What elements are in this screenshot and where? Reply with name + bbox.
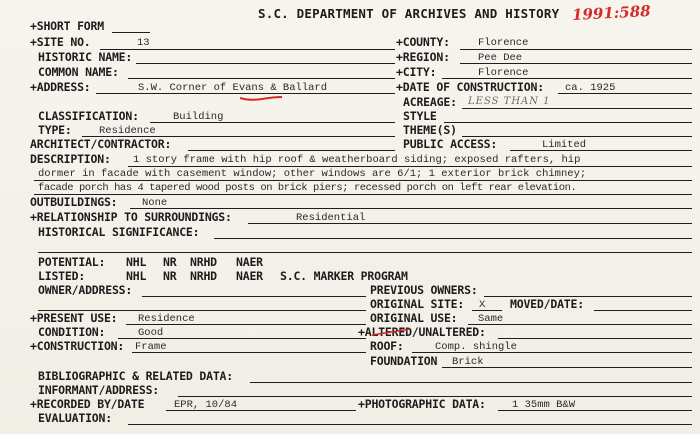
red-strike-mark — [370, 326, 414, 338]
construction-line — [132, 352, 366, 353]
listed-nr: NR — [163, 269, 177, 283]
short-form-label: +SHORT FORM — [30, 19, 104, 33]
potential-nrhd: NRHD — [190, 255, 217, 269]
original-use-value: Same — [478, 313, 504, 325]
owner-label: OWNER/ADDRESS: — [38, 283, 133, 297]
style-line — [444, 122, 692, 123]
themes-label: THEME(S) — [403, 123, 457, 137]
evaluation-line — [128, 424, 692, 425]
public-access-line — [510, 150, 692, 151]
region-line — [460, 63, 692, 64]
common-name-label: COMMON NAME: — [38, 65, 119, 79]
acreage-line — [462, 108, 692, 109]
foundation-value: Brick — [452, 356, 484, 368]
city-line — [442, 78, 692, 79]
original-site-value: X — [479, 299, 486, 311]
description-rule-2 — [34, 180, 692, 181]
public-access-value: Limited — [542, 139, 587, 151]
region-value: Pee Dee — [478, 52, 523, 64]
original-use-label: ORIGINAL USE: — [370, 311, 458, 325]
condition-label: CONDITION: — [38, 325, 106, 339]
description-line-1: 1 story frame with hip roof & weatherboard siding; exposed rafters, hip — [133, 154, 581, 166]
common-name-line — [128, 78, 395, 79]
bibliographic-label: BIBLIOGRAPHIC & RELATED DATA: — [38, 369, 233, 383]
informant-label: INFORMANT/ADDRESS: — [38, 383, 160, 397]
listed-nhl: NHL — [126, 269, 147, 283]
classification-label: CLASSIFICATION: — [38, 109, 139, 123]
county-line — [460, 49, 692, 50]
altered-label: +ALTERED/UNALTERED: — [358, 325, 486, 339]
original-site-line — [472, 310, 502, 311]
historic-name-label: HISTORIC NAME: — [38, 50, 133, 64]
classification-line — [150, 122, 395, 123]
region-label: +REGION: — [396, 50, 450, 64]
condition-line — [118, 338, 366, 339]
description-label: DESCRIPTION: — [30, 152, 111, 166]
original-site-label: ORIGINAL SITE: — [370, 297, 465, 311]
date-value: ca. 1925 — [565, 82, 616, 94]
county-value: Florence — [478, 37, 529, 49]
address-label: +ADDRESS: — [30, 80, 91, 94]
marker-program: S.C. MARKER PROGRAM — [280, 269, 408, 283]
outbuildings-value: None — [142, 197, 168, 209]
architect-line — [188, 150, 395, 151]
construction-value: Frame — [135, 341, 167, 353]
red-underline-mark — [238, 94, 284, 102]
acreage-value: LESS THAN 1 — [468, 96, 551, 107]
original-use-line — [468, 324, 692, 325]
date-label: +DATE OF CONSTRUCTION: — [396, 80, 544, 94]
present-use-value: Residence — [138, 313, 195, 325]
site-no-value: 13 — [137, 37, 150, 49]
city-label: +CITY: — [396, 65, 437, 79]
listed-naer: NAER — [236, 269, 263, 283]
bibliographic-line — [250, 382, 692, 383]
outbuildings-line — [130, 208, 692, 209]
listed-nrhd: NRHD — [190, 269, 217, 283]
address-value: S.W. Corner of Evans & Ballard — [138, 82, 328, 94]
present-use-label: +PRESENT USE: — [30, 311, 118, 325]
foundation-line — [442, 367, 692, 368]
city-value: Florence — [478, 67, 529, 79]
type-value: Residence — [99, 125, 156, 137]
recorded-line — [166, 410, 356, 411]
significance-label: HISTORICAL SIGNIFICANCE: — [38, 225, 200, 239]
evaluation-label: EVALUATION: — [38, 411, 112, 425]
site-no-line — [100, 49, 395, 50]
recorded-value: EPR, 10/84 — [174, 399, 238, 411]
photo-label: +PHOTOGRAPHIC DATA: — [358, 397, 486, 411]
historic-name-line — [136, 63, 395, 64]
potential-label: POTENTIAL: — [38, 255, 106, 269]
potential-nhl: NHL — [126, 255, 147, 269]
present-use-line — [126, 324, 366, 325]
file-number: 1991:588 — [571, 1, 652, 25]
public-access-label: PUBLIC ACCESS: — [403, 137, 498, 151]
relationship-label: +RELATIONSHIP TO SURROUNDINGS: — [30, 210, 232, 224]
county-label: +COUNTY: — [396, 35, 450, 49]
architect-label: ARCHITECT/CONTRACTOR: — [30, 137, 172, 151]
roof-value: Comp. shingle — [435, 341, 517, 353]
description-line-2: dormer in facade with casement window; other windows are 6/1; 1 exterior brick chimney; — [38, 168, 587, 180]
foundation-label: FOUNDATION — [370, 354, 438, 368]
description-rule-1 — [128, 166, 692, 167]
construction-label: +CONSTRUCTION: — [30, 339, 125, 353]
listed-label: LISTED: — [38, 269, 86, 283]
card-title: S.C. DEPARTMENT OF ARCHIVES AND HISTORY — [258, 6, 560, 21]
recorded-label: +RECORDED BY/DATE — [30, 397, 145, 411]
photo-value: 1 35mm B&W — [512, 399, 576, 411]
acreage-label: ACREAGE: — [403, 95, 457, 109]
description-rule-3 — [34, 194, 692, 195]
potential-naer: NAER — [236, 255, 263, 269]
site-no-label: +SITE NO. — [30, 35, 91, 49]
condition-value: Good — [138, 327, 164, 339]
moved-label: MOVED/DATE: — [510, 297, 584, 311]
roof-label: ROOF: — [370, 339, 404, 353]
classification-value: Building — [173, 111, 224, 123]
date-line — [558, 93, 692, 94]
moved-line — [594, 310, 692, 311]
roof-line — [412, 352, 692, 353]
outbuildings-label: OUTBUILDINGS: — [30, 195, 118, 209]
potential-nr: NR — [163, 255, 177, 269]
relationship-value: Residential — [296, 212, 366, 224]
relationship-line — [248, 223, 692, 224]
short-form-line — [112, 32, 150, 33]
type-label: TYPE: — [38, 123, 72, 137]
previous-owners-label: PREVIOUS OWNERS: — [370, 283, 478, 297]
description-line-3: facade porch has 4 tapered wood posts on brick piers; recessed porch on left rear elevation. — [38, 182, 577, 194]
significance-line — [214, 238, 692, 239]
owner-line — [142, 296, 366, 297]
photo-line — [498, 410, 692, 411]
significance-line-2 — [38, 252, 692, 253]
altered-line — [498, 338, 692, 339]
style-label: STYLE — [403, 109, 437, 123]
